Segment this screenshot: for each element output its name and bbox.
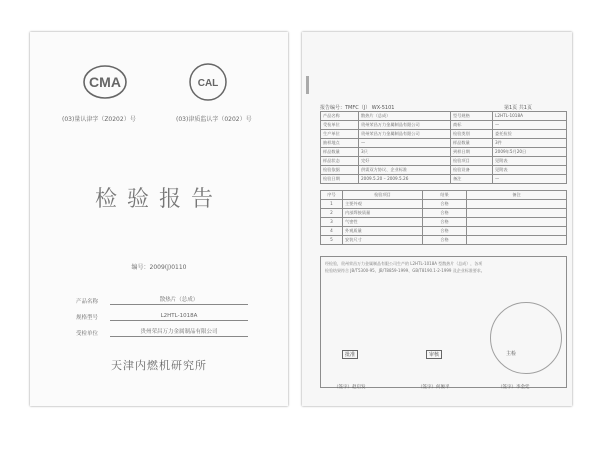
items-header-row xyxy=(321,191,567,200)
info-value-cell: — xyxy=(493,175,567,184)
report-number xyxy=(30,262,288,271)
info-label-cell: 生产单位 xyxy=(321,130,359,139)
info-label-cell: 到样日期 xyxy=(451,148,493,157)
binding-mark xyxy=(306,76,309,94)
items-row xyxy=(321,200,567,209)
info-value-cell: 贵州荣昌万力金属制品有限公司 xyxy=(359,121,451,130)
info-label-cell: 抽样地点 xyxy=(321,139,359,148)
cover-field-model xyxy=(76,312,248,322)
items-cell: 2 xyxy=(321,209,343,218)
report-data-page xyxy=(302,32,572,406)
field-label: 产品名称 xyxy=(76,299,99,305)
info-value-cell: 2009.5.20 – 2009.5.26 xyxy=(359,175,451,184)
items-cell xyxy=(467,227,567,236)
sheet-page-number: 第1页 共1页 xyxy=(504,105,532,111)
report-number-label: 编号： xyxy=(131,264,150,271)
conclusion-text-1: 经检验，贵州荣昌万力金属制品有限公司生产的 L2HTL-1018A 型散热片（总成），各项 xyxy=(325,261,483,266)
info-label-cell: 检验类别 xyxy=(451,130,493,139)
info-label-cell: 样品数量 xyxy=(451,139,493,148)
info-value-cell: — xyxy=(493,121,567,130)
field-value: 贵州荣昌万力金属制品有限公司 xyxy=(110,328,248,337)
info-label-cell: 备注 xyxy=(451,175,493,184)
items-cell: 合格 xyxy=(423,218,467,227)
info-label-cell: 检验设备 xyxy=(451,166,493,175)
info-value-cell: 贵州荣昌万力金属制品有限公司 xyxy=(359,130,451,139)
items-row xyxy=(321,227,567,236)
review-label: 审核 xyxy=(426,350,442,359)
items-header-cell: 检验项目 xyxy=(343,191,423,200)
report-cover-page xyxy=(30,32,288,406)
info-value-cell: 3件 xyxy=(493,139,567,148)
field-label: 规格型号 xyxy=(76,315,99,321)
info-row xyxy=(321,121,567,130)
info-row xyxy=(321,148,567,157)
info-row xyxy=(321,157,567,166)
items-cell: 内部焊接质量 xyxy=(343,209,423,218)
info-table xyxy=(320,111,567,184)
info-value-cell: L2HTL-1018A xyxy=(493,112,567,121)
items-header-cell: 备注 xyxy=(467,191,567,200)
items-cell xyxy=(467,218,567,227)
items-cell xyxy=(467,236,567,245)
info-label-cell: 受检单位 xyxy=(321,121,359,130)
svg-text:CMA: CMA xyxy=(89,74,121,90)
info-value-cell: 散热片（总成） xyxy=(359,112,451,121)
svg-text:CAL: CAL xyxy=(197,78,219,89)
items-cell: 气密性 xyxy=(343,218,423,227)
items-cell: 外观质量 xyxy=(343,227,423,236)
info-value-cell: 委托检验 xyxy=(493,130,567,139)
items-cell xyxy=(467,209,567,218)
cal-logo xyxy=(188,62,228,102)
items-cell: 合格 xyxy=(423,209,467,218)
report-number-value: 2009(J)0110 xyxy=(149,264,187,271)
inspector-signature: （签字）李金廷 xyxy=(498,385,530,390)
info-value-cell: 供需双方协议、企业标准 xyxy=(359,166,451,175)
cma-cert-number: (03)量认津字（Z0202）号 xyxy=(62,116,136,123)
info-row xyxy=(321,130,567,139)
items-cell: 合格 xyxy=(423,236,467,245)
info-label-cell: 样品状态 xyxy=(321,157,359,166)
info-row xyxy=(321,139,567,148)
sheet-header: 报告编号：TMFC（J） WX-5101 xyxy=(320,105,395,111)
field-label: 受检单位 xyxy=(76,331,99,337)
items-header-cell: 序号 xyxy=(321,191,343,200)
info-label-cell: 检验日期 xyxy=(321,175,359,184)
info-label-cell: 产品名称 xyxy=(321,112,359,121)
info-value-cell: 完好 xyxy=(359,157,451,166)
info-row xyxy=(321,112,567,121)
info-label-cell: 商标 xyxy=(451,121,493,130)
items-row xyxy=(321,218,567,227)
items-cell: 合格 xyxy=(423,227,467,236)
approve-label: 批准 xyxy=(342,350,358,359)
items-table xyxy=(320,190,567,245)
review-signature: （签字）何俊平 xyxy=(418,385,450,390)
chief-inspector-label: 主检 xyxy=(506,351,517,357)
info-label-cell: 样品数量 xyxy=(321,148,359,157)
conclusion-text-2: 检验结果符合 JB/T5300-95、JB/T8859-1999、GB/T8190.1-2-1999 及企业标准要求。 xyxy=(325,268,485,273)
info-label-cell: 检验项目 xyxy=(451,157,493,166)
cma-logo xyxy=(82,64,128,100)
items-cell: 3 xyxy=(321,218,343,227)
field-value: L2HTL-1018A xyxy=(110,312,248,321)
info-label-cell: 型号规格 xyxy=(451,112,493,121)
info-label-cell: 检验依据 xyxy=(321,166,359,175)
items-cell: 1 xyxy=(321,200,343,209)
items-cell xyxy=(467,200,567,209)
items-cell: 合格 xyxy=(423,200,467,209)
official-seal xyxy=(490,302,562,374)
items-cell: 4 xyxy=(321,227,343,236)
institute-name: 天津内燃机研究所 xyxy=(111,359,207,372)
items-row xyxy=(321,209,567,218)
items-cell: 5 xyxy=(321,236,343,245)
items-cell: 主要外观 xyxy=(343,200,423,209)
info-value-cell: 见附表 xyxy=(493,157,567,166)
info-value-cell: 见附表 xyxy=(493,166,567,175)
info-row xyxy=(321,175,567,184)
info-value-cell: 2009年5月20日 xyxy=(493,148,567,157)
info-row xyxy=(321,166,567,175)
cal-cert-number: (03)津质监认字（0202）号 xyxy=(176,116,252,123)
items-row xyxy=(321,236,567,245)
field-value: 散热片（总成） xyxy=(110,296,248,305)
report-title: 检验报告 xyxy=(94,187,223,212)
info-value-cell: — xyxy=(359,139,451,148)
info-value-cell: 3只 xyxy=(359,148,451,157)
cover-field-client xyxy=(76,328,248,338)
items-cell: 安装尺寸 xyxy=(343,236,423,245)
approve-signature: （签字）赵启发 xyxy=(334,385,366,390)
cover-field-product xyxy=(76,296,248,306)
items-header-cell: 结果 xyxy=(423,191,467,200)
